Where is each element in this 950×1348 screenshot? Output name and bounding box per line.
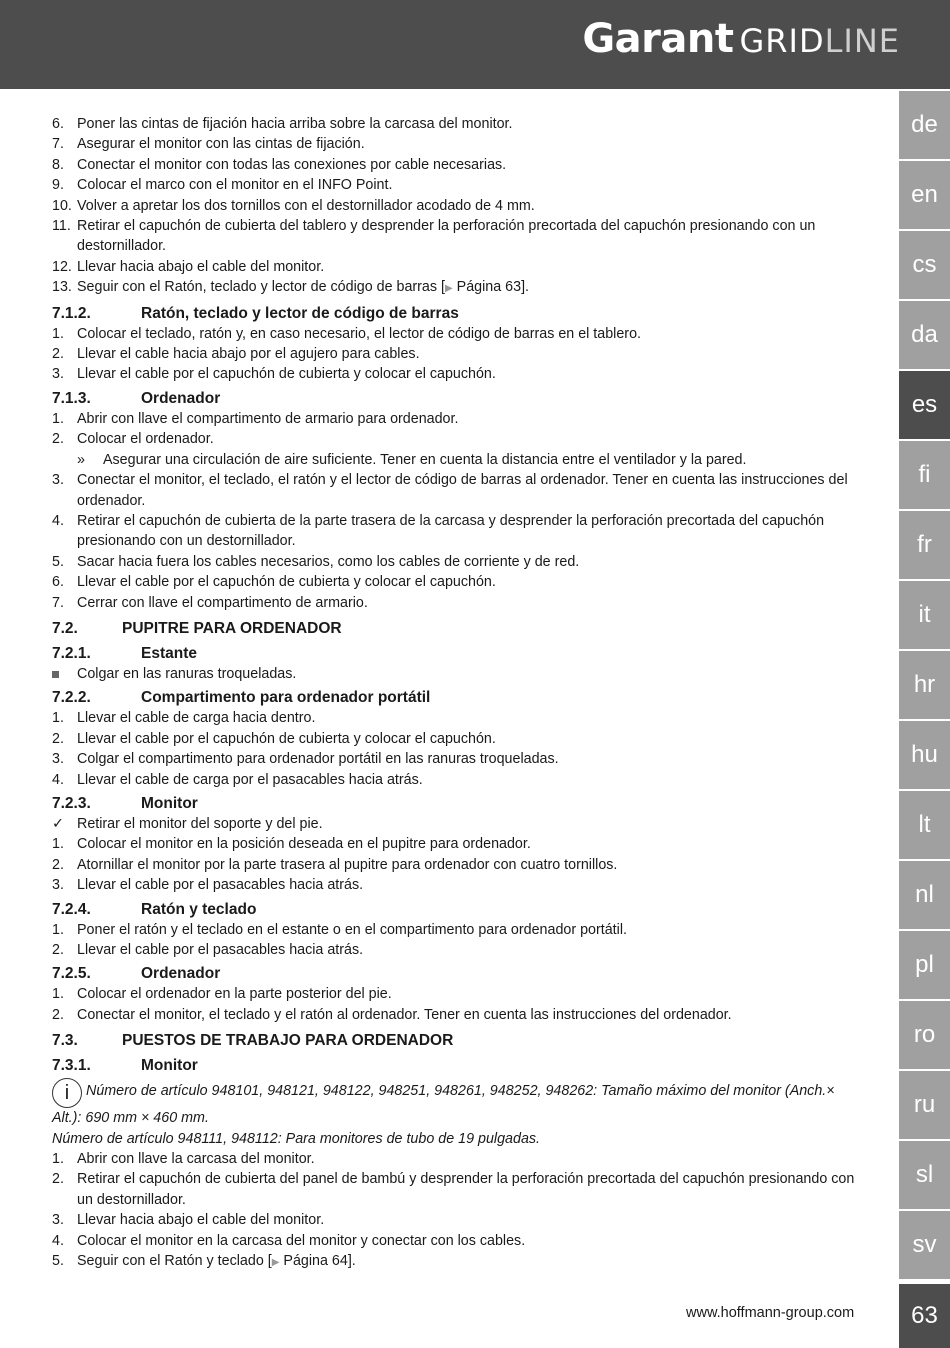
- list-item: 3. Conectar el monitor, el teclado, el ratón y el lector de código de barras al ordenador. Tener en cuenta las instrucciones del ordenador.: [52, 472, 848, 509]
- language-tab-cs[interactable]: cs: [899, 231, 950, 299]
- list-item: 5. Seguir con el Ratón y teclado [▶ Página 64].: [52, 1253, 356, 1270]
- list-item: 1. Colocar el monitor en la posición deseada en el pupitre para ordenador.: [52, 836, 531, 853]
- list-item: 2. Retirar el capuchón de cubierta del panel de bambú y desprender la perforación precortada del capuchón presionando con un destornillador.: [52, 1171, 855, 1208]
- language-tab-pl[interactable]: pl: [899, 931, 950, 999]
- list-item: 4. Retirar el capuchón de cubierta de la parte trasera de la carcasa y desprender la perforación precortada del capuchón presionando con un destornillador.: [52, 512, 825, 550]
- language-tab-da[interactable]: da: [899, 301, 950, 369]
- language-tab-de[interactable]: de: [899, 91, 950, 159]
- list-item: 2. Llevar el cable por el pasacables hacia atrás.: [52, 942, 364, 958]
- language-tab-sl[interactable]: sl: [899, 1141, 950, 1209]
- list-item: 1. Abrir con llave el compartimento de armario para ordenador.: [52, 410, 459, 427]
- list-item: 4. Llevar el cable de carga por el pasacables hacia atrás.: [52, 771, 423, 788]
- brand-sub-line: LINE: [824, 22, 900, 60]
- list-item: 10. Volver a apretar los dos tornillos con el destornillador acodado de 4 mm.: [52, 197, 535, 214]
- page-header: [0, 0, 950, 89]
- precondition-item: ✓ Retirar el monitor del soporte y del pie.: [52, 814, 867, 834]
- list-item: 6. Poner las cintas de fijación hacia arriba sobre la carcasa del monitor.: [52, 116, 513, 132]
- list-item: 3. Colgar el compartimento para ordenador portátil en las ranuras troqueladas.: [52, 751, 559, 768]
- language-tab-fi[interactable]: fi: [899, 441, 950, 509]
- square-bullet-icon: [52, 671, 59, 678]
- list-item: 9. Colocar el marco con el monitor en el INFO Point.: [52, 177, 393, 194]
- list-item: 3. Llevar el cable por el pasacables hacia atrás.: [52, 877, 364, 894]
- note-text-1: Número de artículo 948101, 948121, 948122, 948251, 948261, 948252, 948262: Tamaño máximo del monitor (Anch.× Alt.): 690 mm × 460 mm.: [52, 1083, 835, 1127]
- list-item: 8. Conectar el monitor con todas las conexiones por cable necesarias.: [52, 156, 507, 173]
- bullet-item: Colgar en las ranuras troqueladas.: [52, 664, 867, 684]
- list-item: 12. Llevar hacia abajo el cable del monitor.: [52, 258, 325, 275]
- list-item: 11. Retirar el capuchón de cubierta del tablero y desprender la perforación precortada del capuchón presionando con un destornillador.: [52, 218, 816, 255]
- arrow-right-icon: ▶: [444, 283, 453, 295]
- language-tab-es[interactable]: es: [899, 371, 950, 439]
- page-link[interactable]: Página 64: [283, 1253, 348, 1270]
- list-item: 2. Colocar el ordenador.: [52, 431, 214, 448]
- info-note: [52, 1078, 867, 1149]
- garant-gridline-logo: [582, 16, 900, 62]
- check-icon: ✓: [52, 815, 64, 832]
- section-heading-7-2-2: 7.2.2. Compartimento para ordenador portátil: [52, 689, 431, 707]
- language-tabs: [899, 91, 950, 1281]
- list-item: 5. Sacar hacia fuera los cables necesarios, como los cables de corriente y de red.: [52, 553, 580, 570]
- list-item: 1. Colocar el teclado, ratón y, en caso necesario, el lector de código de barras en el tablero.: [52, 325, 641, 342]
- list-item: 2. Llevar el cable por el capuchón de cubierta y colocar el capuchón.: [52, 730, 496, 747]
- list-item: 7. Asegurar el monitor con las cintas de fijación.: [52, 136, 365, 153]
- result-item: » Asegurar una circulación de aire suficiente. Tener en cuenta la distancia entre el ventilador y la pared.: [77, 451, 747, 468]
- section-heading-7-2-5: 7.2.5. Ordenador: [52, 965, 221, 983]
- section-heading-7-2: 7.2. PUPITRE PARA ORDENADOR: [52, 619, 342, 637]
- list-item: 6. Llevar el cable por el capuchón de cubierta y colocar el capuchón.: [52, 574, 496, 591]
- language-tab-ro[interactable]: ro: [899, 1001, 950, 1069]
- language-tab-ru[interactable]: ru: [899, 1071, 950, 1139]
- section-heading-7-3-1: 7.3.1. Monitor: [52, 1057, 198, 1075]
- arrow-right-icon: ▶: [271, 1257, 280, 1269]
- section-heading-7-2-4: 7.2.4. Ratón y teclado: [52, 900, 257, 918]
- list-item: 1. Abrir con llave la carcasa del monitor.: [52, 1151, 315, 1168]
- section-heading-7-1-2: 7.1.2. Ratón, teclado y lector de código de barras: [52, 304, 459, 322]
- list-item: 1. Poner el ratón y el teclado en el estante o en el compartimento para ordenador portátil.: [52, 921, 627, 938]
- list-item: 2. Conectar el monitor, el teclado y el ratón al ordenador. Tener en cuenta las instrucciones del ordenador.: [52, 1006, 732, 1023]
- list-item: 1. Llevar el cable de carga hacia dentro.: [52, 710, 316, 727]
- list-item: 1. Colocar el ordenador en la parte posterior del pie.: [52, 986, 392, 1003]
- list-item: 2. Llevar el cable hacia abajo por el agujero para cables.: [52, 346, 420, 363]
- list-item: 3. Llevar hacia abajo el cable del monitor.: [52, 1212, 325, 1229]
- language-tab-fr[interactable]: fr: [899, 511, 950, 579]
- document-body: [52, 114, 867, 1273]
- language-tab-en[interactable]: en: [899, 161, 950, 229]
- list-item: 4. Colocar el monitor en la carcasa del monitor y conectar con los cables.: [52, 1232, 526, 1249]
- brand-main: Garant: [582, 16, 734, 62]
- language-tab-lt[interactable]: lt: [899, 791, 950, 859]
- list-item: 13. Seguir con el Ratón, teclado y lector de código de barras [▶ Página 63].: [52, 279, 530, 296]
- language-tab-hr[interactable]: hr: [899, 651, 950, 719]
- list-item: 3. Llevar el cable por el capuchón de cubierta y colocar el capuchón.: [52, 366, 496, 383]
- language-tab-hu[interactable]: hu: [899, 721, 950, 789]
- page-number: 63: [899, 1284, 950, 1348]
- section-heading-7-1-3: 7.1.3. Ordenador: [52, 389, 221, 407]
- section-heading-7-2-3: 7.2.3. Monitor: [52, 794, 198, 812]
- brand-sub-grid: GRID: [739, 22, 825, 60]
- language-tab-it[interactable]: it: [899, 581, 950, 649]
- list-item: 2. Atornillar el monitor por la parte trasera al pupitre para ordenador con cuatro tornillos.: [52, 856, 618, 873]
- section-heading-7-3: 7.3. PUESTOS DE TRABAJO PARA ORDENADOR: [52, 1032, 454, 1050]
- section-heading-7-2-1: 7.2.1. Estante: [52, 644, 197, 662]
- info-icon: i: [52, 1078, 82, 1108]
- page-link[interactable]: Página 63: [456, 279, 522, 296]
- language-tab-sv[interactable]: sv: [899, 1211, 950, 1279]
- footer-url[interactable]: www.hoffmann-group.com: [686, 1305, 855, 1321]
- list-item: 7. Cerrar con llave el compartimento de armario.: [52, 594, 368, 611]
- note-text-2: Número de artículo 948111, 948112: Para monitores de tubo de 19 pulgadas.: [52, 1130, 541, 1147]
- language-tab-nl[interactable]: nl: [899, 861, 950, 929]
